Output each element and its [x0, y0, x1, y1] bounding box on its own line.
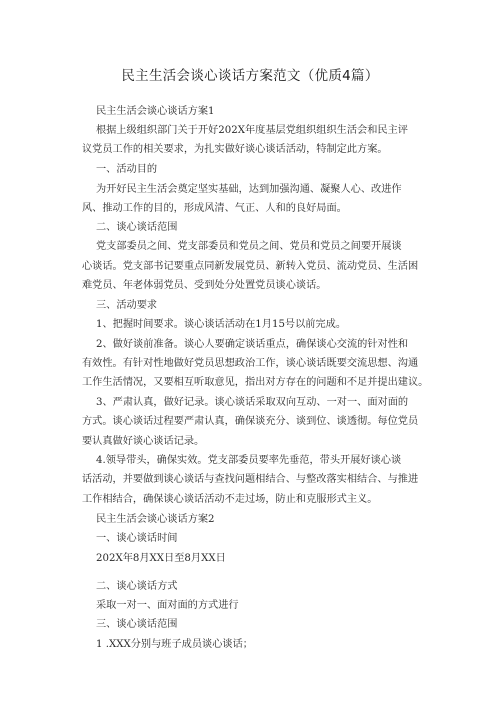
- document-title: 民主生活会谈心谈话方案范文（优质4篇）: [121, 68, 379, 84]
- section-heading: 二、谈心谈话方式: [96, 581, 178, 592]
- paragraph-line: 3、严肃认真，做好记录。谈心谈话采取双向互动、一对一、面对面的: [96, 397, 409, 408]
- paragraph-line: 心谈话。党支部书记要重点同新发展党员、新转入党员、流动党员、生活困: [82, 261, 419, 272]
- paragraph-line: 话活动，并要做到谈心谈话与查找问题相结合、与整改落实相结合、与推进: [82, 474, 419, 485]
- paragraph-line: 1 .XXX分别与班子成员谈心谈话；: [96, 639, 253, 650]
- paragraph-line: 采取一对一、面对面的方式进行: [96, 600, 239, 611]
- paragraph-line: 根据上级组织部门关于开好202X年度基层党组织组织生活会和民主评: [96, 125, 408, 136]
- paragraph-line: 4.领导带头，确保实效。党支部委员要率先垂范，带头开展好谈心谈: [96, 455, 402, 466]
- paragraph-line: 工作生活情况，又要相互听取意见，指出对方存在的问题和不足并提出建议。: [82, 377, 429, 388]
- paragraph-line: 党支部委员之间、党支部委员和党员之间、党员和党员之间要开展谈: [96, 241, 402, 252]
- section-heading: 民主生活会谈心谈话方案1: [96, 106, 215, 117]
- paragraph-line: 方式。谈心谈话过程要严肃认真，确保谈充分、谈到位、谈透彻。每位党员: [82, 416, 419, 427]
- paragraph-line: 为开好民主生活会奠定坚实基础，达到加强沟通、凝聚人心、改进作: [96, 184, 402, 195]
- paragraph-line: 要认真做好谈心谈话记录。: [82, 436, 205, 447]
- paragraph-line: 1、把握时间要求。谈心谈话活动在1月15号以前完成。: [96, 319, 347, 330]
- section-heading: 三、谈心谈话范围: [96, 619, 178, 630]
- paragraph-line: 2、做好谈前准备。谈心人要确定谈话重点，确保谈心交流的针对性和: [96, 339, 409, 350]
- paragraph-line: 风、推动工作的目的，形成风清、气正、人和的良好局面。: [82, 203, 347, 214]
- section-heading: 一、活动目的: [96, 164, 158, 175]
- section-heading: 一、谈心谈话时间: [96, 533, 178, 544]
- paragraph-line: 有效性。有针对性地做好党员思想政治工作，谈心谈话既要交流思想、沟通: [82, 358, 419, 369]
- section-heading: 二、谈心谈话范围: [96, 222, 178, 233]
- paragraph-line: 工作相结合，确保谈心谈话活动不走过场，防止和克服形式主义。: [82, 494, 378, 505]
- section-heading: 三、活动要求: [96, 300, 158, 311]
- paragraph-line: 难党员、年老体弱党员、受到处分处置党员谈心谈话。: [82, 280, 327, 291]
- section-heading: 民主生活会谈心谈话方案2: [96, 514, 215, 525]
- paragraph-line: 202X年8月XX日至8月XX日: [96, 553, 226, 564]
- paragraph-line: 议党员工作的相关要求，为扎实做好谈心谈话活动，特制定此方案。: [82, 144, 388, 155]
